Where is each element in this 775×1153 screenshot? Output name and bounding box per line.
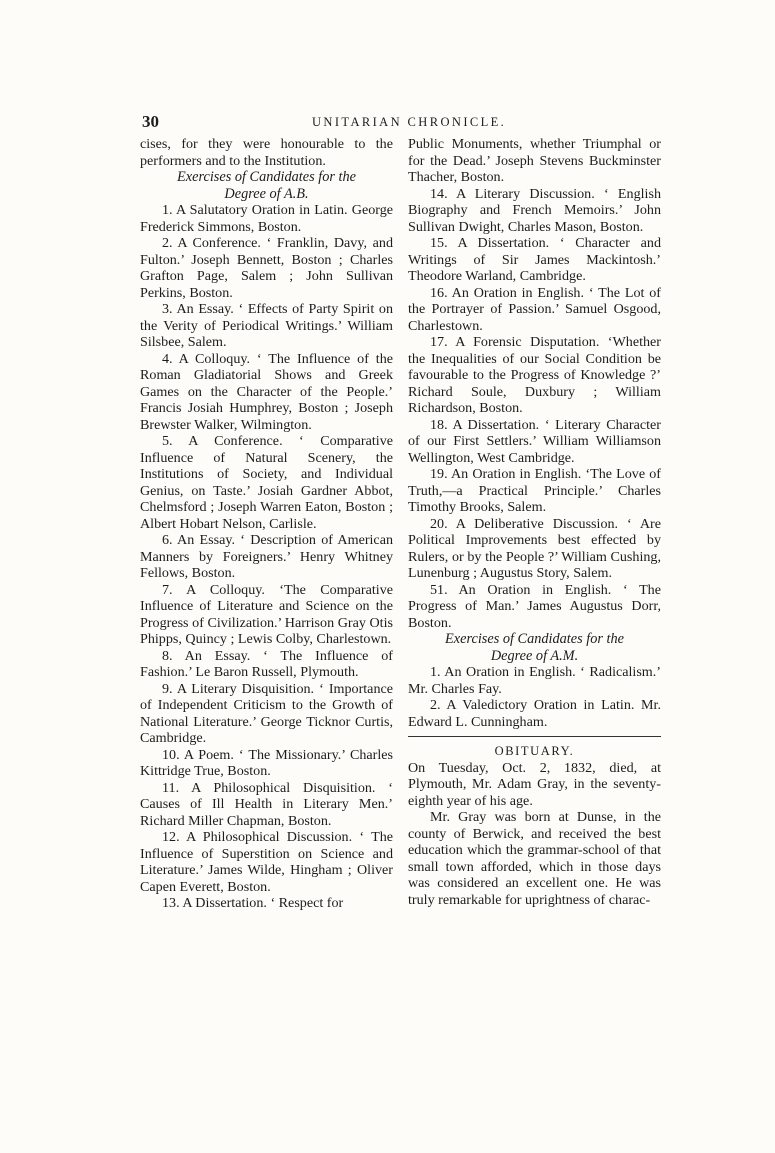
exercise-item: 1. A Salutatory Oration in Latin. George Frederick Simmons, Boston.: [140, 202, 393, 235]
page-number: 30: [142, 112, 159, 131]
paragraph-continuation: Public Monuments, whether Triumphal or for the Dead.’ Joseph Stevens Buckminster Thacher, Boston.: [408, 136, 661, 185]
exercise-item: 17. A Forensic Disputation. ‘Whether the Inequalities of our Social Condition be favourable to the Progress of Knowledge ?’ Richard Soule, Duxbury ; William Richardson, Boston.: [408, 334, 661, 416]
paragraph-continuation: cises, for they were honourable to the performers and to the Institution.: [140, 136, 393, 169]
exercise-item: 13. A Dissertation. ‘ Respect for: [162, 895, 344, 911]
right-column: [408, 136, 661, 908]
left-column: [140, 136, 393, 912]
exercise-item: 14. A Literary Discussion. ‘ English Biography and French Memoirs.’ John Sullivan Dwight, Charles Mason, Boston.: [408, 185, 661, 235]
section-subheading: Exercises of Candidates for the: [177, 169, 356, 185]
exercise-item: 16. An Oration in English. ‘ The Lot of the Portrayer of Passion.’ Samuel Osgood, Charlestown.: [408, 284, 661, 334]
exercise-item: 2. A Conference. ‘ Franklin, Davy, and Fulton.’ Joseph Bennett, Boston ; Charles Grafton Page, Salem ; John Sullivan Perkins, Boston.: [140, 235, 393, 301]
exercise-item: 20. A Deliberative Discussion. ‘ Are Political Improvements best effected by Rulers, or by the People ?’ William Cushing, Lunenburg ; Augustus Story, Salem.: [408, 515, 661, 581]
exercise-item: 1. An Oration in English. ‘ Radicalism.’ Mr. Charles Fay.: [408, 664, 661, 697]
obituary-paragraph: Mr. Gray was born at Dunse, in the county of Berwick, and received the best education which the grammar-school of that small town afforded, which in those days was considered an excellent one. He was truly remarkable for uprightness of charac-: [408, 809, 661, 908]
section-subheading: Degree of A.M.: [490, 647, 579, 664]
page-header: [142, 112, 662, 132]
exercise-item: 3. An Essay. ‘ Effects of Party Spirit on the Verity of Periodical Writings.’ William Silsbee, Salem.: [140, 301, 393, 350]
section-subheading: Degree of A.B.: [224, 185, 309, 202]
exercise-item: 7. A Colloquy. ‘The Comparative Influence of Literature and Science on the Progress of Civilization.’ Harrison Gray Otis Phipps, Quincy ; Lewis Colby, Charlestown.: [140, 581, 393, 647]
exercise-item: 15. A Dissertation. ‘ Character and Writings of Sir James Mackintosh.’ Theodore Warland, Cambridge.: [408, 235, 661, 284]
exercise-item: 11. A Philosophical Disquisition. ‘ Causes of Ill Health in Literary Men.’ Richard Miller Chapman, Boston.: [140, 779, 393, 829]
exercise-item: 19. An Oration in English. ‘The Love of Truth,—a Practical Principle.’ Charles Timothy Brooks, Salem.: [408, 466, 661, 515]
exercise-item: 10. A Poem. ‘ The Missionary.’ Charles Kittridge True, Boston.: [140, 746, 393, 779]
exercise-item: 12. A Philosophical Discussion. ‘ The Influence of Superstition on Science and Literature.’ James Wilde, Hingham ; Oliver Capen Everett, Boston.: [140, 829, 393, 895]
section-divider: [408, 736, 661, 737]
obituary-paragraph: On Tuesday, Oct. 2, 1832, died, at Plymouth, Mr. Adam Gray, in the seventy-eighth year of his age.: [408, 759, 661, 809]
exercise-item: 51. An Oration in English. ‘ The Progress of Man.’ James Augustus Dorr, Boston.: [408, 581, 661, 631]
running-title: UNITARIAN CHRONICLE.: [312, 115, 507, 129]
obituary-heading: OBITUARY.: [494, 744, 575, 758]
exercise-item: 4. A Colloquy. ‘ The Influence of the Roman Gladiatorial Shows and Greek Games on the Character of the People.’ Francis Josiah Humphrey, Boston ; Joseph Brewster Walker, Wilmington.: [140, 350, 393, 433]
exercise-item: 8. An Essay. ‘ The Influence of Fashion.’ Le Baron Russell, Plymouth.: [140, 647, 393, 680]
exercise-item: 18. A Dissertation. ‘ Literary Character of our First Settlers.’ William Williamson Wellington, West Cambridge.: [408, 416, 661, 466]
exercise-item: 9. A Literary Disquisition. ‘ Importance of Independent Criticism to the Growth of National Literature.’ George Ticknor Curtis, Cambridge.: [140, 680, 393, 746]
exercise-item: 6. An Essay. ‘ Description of American Manners by Foreigners.’ Henry Whitney Fellows, Boston.: [140, 532, 393, 581]
exercise-item: 2. A Valedictory Oration in Latin. Mr. Edward L. Cunningham.: [408, 697, 661, 730]
section-subheading: Exercises of Candidates for the: [445, 631, 624, 647]
exercise-item: 5. A Conference. ‘ Comparative Influence of Natural Scenery, the Institutions of Society, and Individual Genius, on Taste.’ Josiah Gardner Abbot, Chelmsford ; Joseph Warren Eaton, Boston ; Albert Hobart Nelson, Carlisle.: [140, 433, 393, 532]
